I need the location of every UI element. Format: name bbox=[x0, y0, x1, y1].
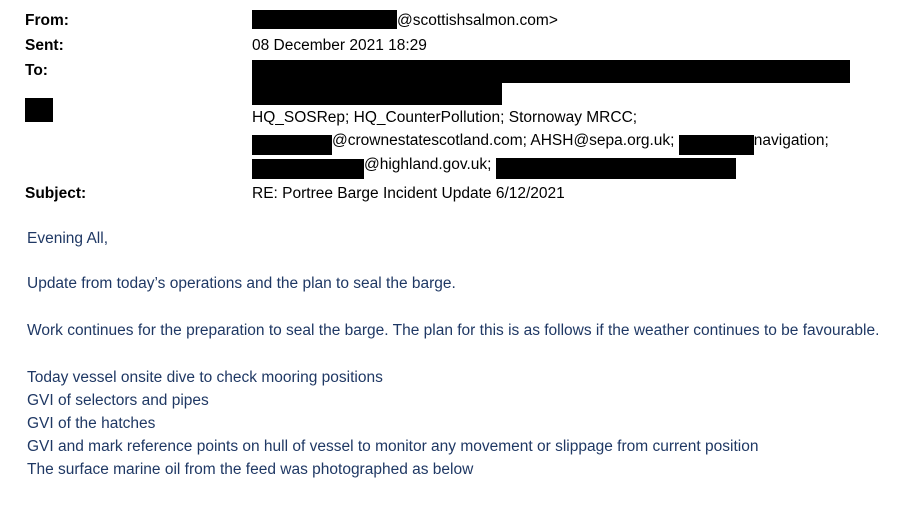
body-line-5: The surface marine oil from the feed was photographed as below bbox=[27, 461, 474, 478]
redaction-bar-cc-1 bbox=[252, 135, 332, 155]
header-row-from bbox=[0, 10, 900, 32]
from-value: @scottishsalmon.com> bbox=[397, 12, 558, 29]
from-value-container bbox=[252, 10, 900, 32]
body-line-1: Today vessel onsite dive to check mooring positions bbox=[27, 369, 383, 386]
cc-line-2-text-a: @crownestatescotland.com; AHSH@sepa.org.uk; bbox=[332, 132, 675, 149]
header-row-to bbox=[0, 60, 900, 106]
cc-line-3-text: @highland.gov.uk; bbox=[364, 156, 492, 173]
header-row-subject bbox=[0, 183, 900, 205]
sent-value: 08 December 2021 18:29 bbox=[252, 37, 427, 54]
subject-value: RE: Portree Barge Incident Update 6/12/2021 bbox=[252, 185, 565, 202]
cc-line-1: HQ_SOSRep; HQ_CounterPollution; Stornoway MRCC; bbox=[252, 109, 638, 126]
redaction-bar-cc-3 bbox=[252, 159, 364, 179]
cc-line-3 bbox=[252, 153, 900, 177]
body-line-3: GVI of the hatches bbox=[27, 415, 156, 432]
subject-label: Subject: bbox=[25, 185, 87, 202]
body-greeting: Evening All, bbox=[27, 230, 108, 247]
from-label: From: bbox=[25, 12, 69, 29]
redaction-bar-to-2 bbox=[252, 83, 502, 105]
cc-line-2 bbox=[252, 129, 900, 153]
body-line-2: GVI of selectors and pipes bbox=[27, 392, 209, 409]
cc-value-container bbox=[252, 107, 900, 177]
redaction-bar-from bbox=[252, 10, 397, 29]
body-line-list bbox=[27, 366, 887, 481]
body-paragraph-2: Work continues for the preparation to seal the barge. The plan for this is as follows if the weather continues to be favourable. bbox=[27, 322, 880, 339]
to-value-container bbox=[252, 60, 900, 106]
redaction-bar-cc-2 bbox=[679, 135, 754, 155]
to-redactions bbox=[252, 60, 900, 106]
redaction-bar-cc-label bbox=[25, 98, 53, 122]
email-body bbox=[27, 228, 887, 481]
header-row-cc bbox=[0, 107, 900, 177]
sent-label: Sent: bbox=[25, 37, 64, 54]
redaction-bar-cc-4 bbox=[496, 158, 736, 179]
body-line-4: GVI and mark reference points on hull of vessel to monitor any movement or slippage from current position bbox=[27, 438, 759, 455]
cc-line-2-text-b: navigation; bbox=[753, 132, 829, 149]
body-paragraph-1: Update from today’s operations and the plan to seal the barge. bbox=[27, 275, 456, 292]
redaction-bar-to-1 bbox=[252, 60, 850, 83]
to-label: To: bbox=[25, 62, 48, 79]
email-header bbox=[0, 0, 900, 205]
header-row-sent bbox=[0, 35, 900, 57]
